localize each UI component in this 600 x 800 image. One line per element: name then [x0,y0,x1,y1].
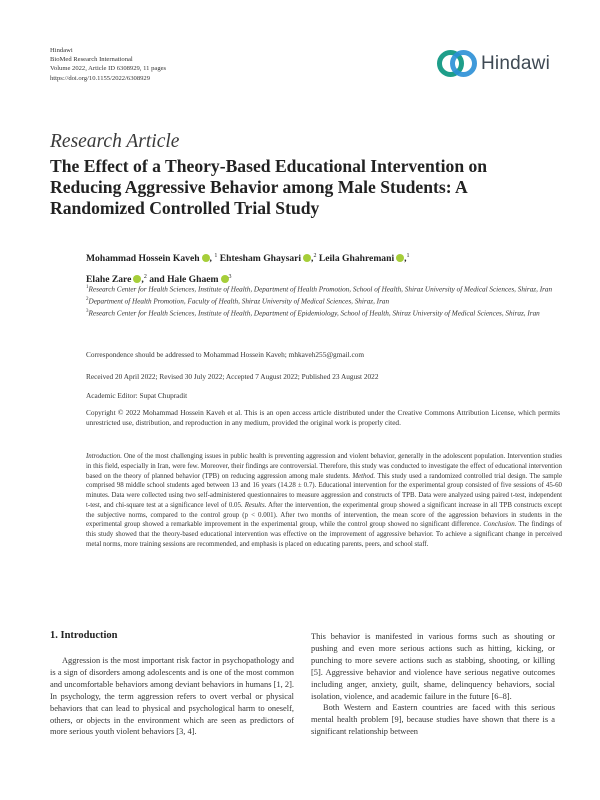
logo-ring-icon [450,50,477,77]
body-column-left [50,655,294,738]
journal-meta [50,46,166,83]
publisher-line: Hindawi [50,47,73,54]
copyright-notice: Copyright © 2022 Mohammad Hossein Kaveh et al. This is an open access article distributed under the Creative Commons Attribution License, which permits unrestricted use, distribution, and reproduction in any medium, provided the original work is properly cited. [86,408,560,427]
paragraph: Aggression is the most important risk factor in psychopathology and is a sign of disorders among adolescents and is one of the most common and uncomfortable behaviors among deviant behaviors in humans [1, 2]. In psychology, the term aggression refers to overt verbal or physical behaviors that can lead to physical and psychological harm to oneself, others, or objects in the environment which are seen as predictors of more serious youth violent behaviors [3, 4]. [50,656,294,737]
academic-editor: Academic Editor: Supat Chupradit [86,391,188,400]
paragraph: Both Western and Eastern countries are faced with this serious mental health problem [9], because studies have shown that there is a significant relationship between [311,703,555,737]
logo-wordmark: Hindawi [481,53,550,74]
dates-line: Received 20 April 2022; Revised 30 July 2022; Accepted 7 August 2022; Published 23 August 2022 [86,372,379,381]
journal-name: BioMed Research International [50,56,133,64]
abstract-label-conclusion: Conclusion. [483,521,517,529]
abstract: Introduction. One of the most challenging issues in public health is preventing aggression and violent behavior, generally in the adolescent population. Intervention studies in this field, especially in Iran, were few. Moreover, their findings are controversial. Therefore, this study was conducted to investigate the effect of educational intervention based on the theory of planned behavior (TPB) on reducing aggression among male students. Method. This study used a randomized controlled trial design. The sample comprised 98 middle school students aged between 13 and 16 years (14.28 ± 0.7). Educational intervention for the experimental group consisted of five sessions of 45-60 minutes. Data were collected using two self-administered questionnaires to measure aggression and constructs of TPB. Data were analyzed using paired t-test, independent t-test, and chi-square test at a significance level of 0.05. Results. After the intervention, the experimental group showed a significant increase in all TPB constructs except the subjective norms, compared to the control group (p < 0.001). After two months of intervention, the mean score of the aggression behaviors in students in the experimental group showed a remarkable improvement in the experimental group, while the control group showed no significant difference. Conclusion. The findings of this study showed that the theory-based educational intervention was effective on the improvement of aggressive behavior. To achieve a significant change in perceived metal norms, more training sessions are recommended, and emphasis is placed on educating parents, peers, and school staff. [86,453,562,548]
author[interactable]: Leila Ghahremani ,$^1$ [318,253,410,265]
doi-link[interactable]: https://doi.org/10.1155/2022/6308929 [50,74,151,82]
affiliation: $^2$Department of Health Promotion, Faculty of Health, Shiraz University of Medical Sciences, Shiraz, Iran [86,296,390,306]
correspondence-line: Correspondence should be addressed to Mohammad Hossein Kaveh; mhkaveh255@gmail.com [86,350,365,359]
orcid-icon[interactable] [303,254,311,262]
article-type: Research Article [50,131,180,152]
article-title: The Effect of a Theory-Based Educational Intervention on Reducing Aggressive Behavior among Male Students: A Randomized Controlled Trial Study [50,156,488,218]
affiliations [86,283,564,319]
author[interactable]: Mohammad Hossein Kaveh , $^1$ [86,253,218,265]
affiliation: $^3$Research Center for Health Sciences, Institute of Health, Department of Epidemiology, School of Health, Shiraz University of Medical Sciences, Shiraz, Iran [86,308,540,318]
abstract-label-introduction: Introduction. [86,453,122,460]
author[interactable]: Ehtesham Ghaysari ,$^2$ [219,253,317,265]
abstract-label-results: Results. [244,501,267,509]
author[interactable]: Elahe Zare ,$^2$ [86,274,147,286]
body-column-right [311,631,555,738]
orcid-icon[interactable] [202,254,210,262]
author-list: Mohammad Hossein Kaveh , $^1$ Ehtesham Ghaysari ,$^2$ Leila Ghahremani ,$^1$ Elahe Zare ,$^2$ and Hale Ghaem $^3$ [86,253,410,286]
hindawi-logo [437,50,557,80]
section-heading: 1. Introduction [50,630,118,641]
orcid-icon[interactable] [396,254,404,262]
paragraph: This behavior is manifested in various forms such as shouting or pushing and even more serious actions such as hitting, kicking, or punching to more severe actions such as stabbing, shooting, or killing [5]. Aggressive behavior and violence have serious negative outcomes including anger, anxiety, guilt, shame, delinquency behaviors, social isolation, violence, and academic failure in the future [6–8]. [311,632,555,701]
affiliation: $^1$Research Center for Health Sciences, Institute of Health, Department of Health Promotion, School of Health, Shiraz University of Medical Sciences, Shiraz, Iran [86,285,553,294]
author[interactable]: Hale Ghaem $^3$ [167,274,232,286]
volume-line: Volume 2022, Article ID 6308929, 11 pages [50,65,167,73]
abstract-label-method: Method. [352,472,376,480]
